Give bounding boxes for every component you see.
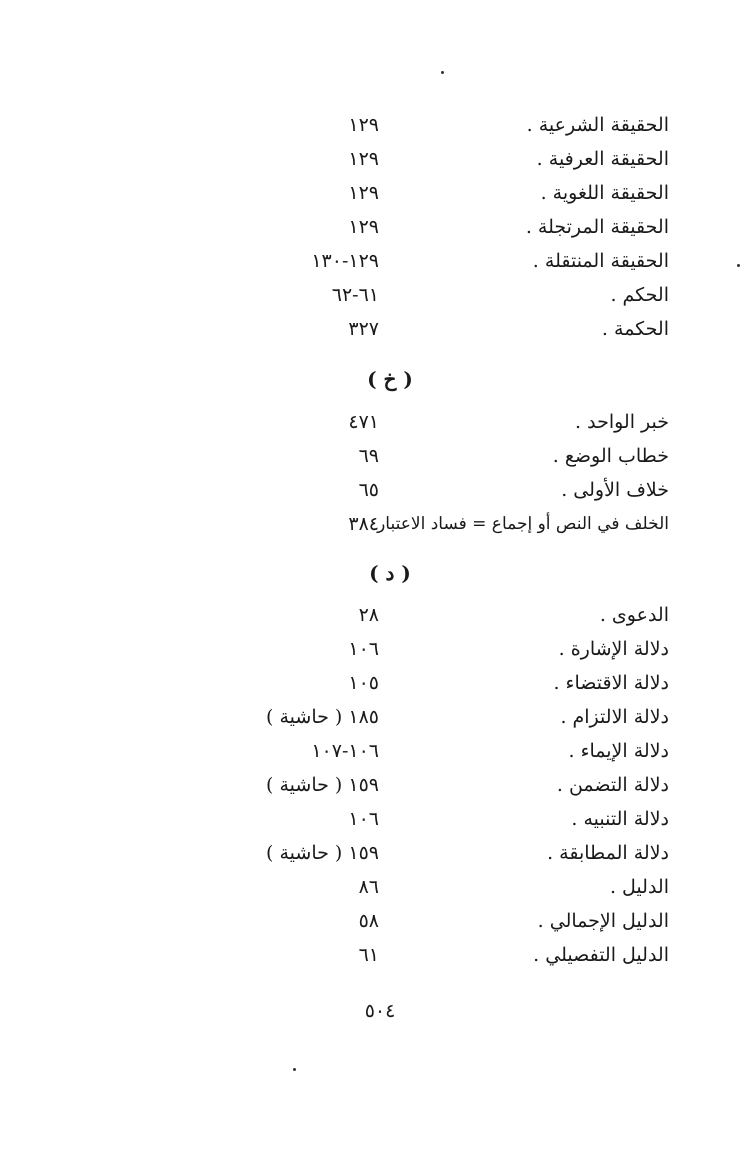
index-term: دلالة الإيماء .	[568, 740, 669, 762]
index-term: دلالة الإشارة .	[558, 638, 669, 660]
index-pages: ٣٨٤	[348, 513, 379, 535]
index-term: دلالة الالتزام .	[560, 706, 669, 728]
ink-speck	[441, 71, 444, 74]
index-entry	[0, 666, 755, 700]
index-entry	[0, 439, 755, 473]
index-entry	[0, 768, 755, 802]
index-entry	[0, 836, 755, 870]
index-pages: ٣٢٧	[348, 318, 379, 340]
index-entry	[0, 802, 755, 836]
index-term: الدعوى .	[599, 604, 669, 626]
index-entry	[0, 938, 755, 972]
index-pages: ١٢٩	[348, 216, 379, 238]
index-term: الحكمة .	[601, 318, 669, 340]
index-term: الدليل التفصيلي .	[533, 944, 669, 966]
index-entry	[0, 473, 755, 507]
index-term: الخلف في النص أو إجماع = فساد الاعتبار	[377, 514, 669, 534]
index-pages: ١٠٥	[348, 672, 379, 694]
index-term: خطاب الوضع .	[552, 445, 669, 467]
index-pages: ٦٥	[358, 479, 379, 501]
index-entry	[0, 734, 755, 768]
index-term: الحقيقة المرتجلة .	[525, 216, 669, 238]
index-term: دلالة التنبيه .	[571, 808, 669, 830]
index-pages: ٨٦	[358, 876, 379, 898]
index-pages: ١٠٦	[348, 808, 379, 830]
index-entry	[0, 405, 755, 439]
index-term: خبر الواحد .	[575, 411, 669, 433]
index-pages: ٦١-٦٢	[331, 284, 379, 306]
index-pages: ٢٨	[358, 604, 379, 626]
index-entry	[0, 598, 755, 632]
index-pages: ١٢٩	[348, 114, 379, 136]
index-entry	[0, 108, 755, 142]
index-pages: ٦٩	[358, 445, 379, 467]
index-term: دلالة التضمن .	[556, 774, 669, 796]
index-term: الحكم .	[610, 284, 669, 306]
index-term: الحقيقة اللغوية .	[540, 182, 669, 204]
index-term: الحقيقة المنتقلة .	[532, 250, 669, 272]
section-heading	[0, 553, 755, 593]
index-entry	[0, 244, 755, 278]
index-pages: ١٥٩ ( حاشية )	[266, 774, 379, 796]
index-pages: ٤٧١	[348, 411, 379, 433]
index-entry	[0, 176, 755, 210]
index-term: الدليل الإجمالي .	[537, 910, 669, 932]
index-entry	[0, 632, 755, 666]
ink-speck	[293, 1068, 296, 1071]
index-entry	[0, 278, 755, 312]
index-entry	[0, 507, 755, 541]
section-heading-label: ( د )	[369, 561, 411, 585]
index-pages: ١٠٦-١٠٧	[311, 740, 379, 762]
index-pages: ١٢٩	[348, 182, 379, 204]
index-term: خلاف الأولى .	[561, 479, 669, 501]
index-term: دلالة المطابقة .	[547, 842, 669, 864]
index-entry	[0, 142, 755, 176]
index-entry	[0, 904, 755, 938]
index-term: دلالة الاقتضاء .	[553, 672, 669, 694]
section-heading	[0, 359, 755, 399]
index-term: الحقيقة الشرعية .	[526, 114, 669, 136]
index-pages: ١٥٩ ( حاشية )	[266, 842, 379, 864]
index-pages: ١٢٩	[348, 148, 379, 170]
section-heading-label: ( خ )	[367, 367, 413, 391]
index-entry	[0, 870, 755, 904]
index-pages: ١٨٥ ( حاشية )	[266, 706, 379, 728]
index-entry	[0, 312, 755, 346]
index-entry	[0, 700, 755, 734]
index-pages: ٥٨	[358, 910, 379, 932]
index-pages: ١٢٩-١٣٠	[311, 250, 379, 272]
index-term: الدليل .	[609, 876, 669, 898]
index-pages: ٦١	[358, 944, 379, 966]
page-number: ٥٠٤	[364, 1000, 396, 1022]
index-entry	[0, 210, 755, 244]
index-pages: ١٠٦	[348, 638, 379, 660]
index-term: الحقيقة العرفية .	[536, 148, 669, 170]
